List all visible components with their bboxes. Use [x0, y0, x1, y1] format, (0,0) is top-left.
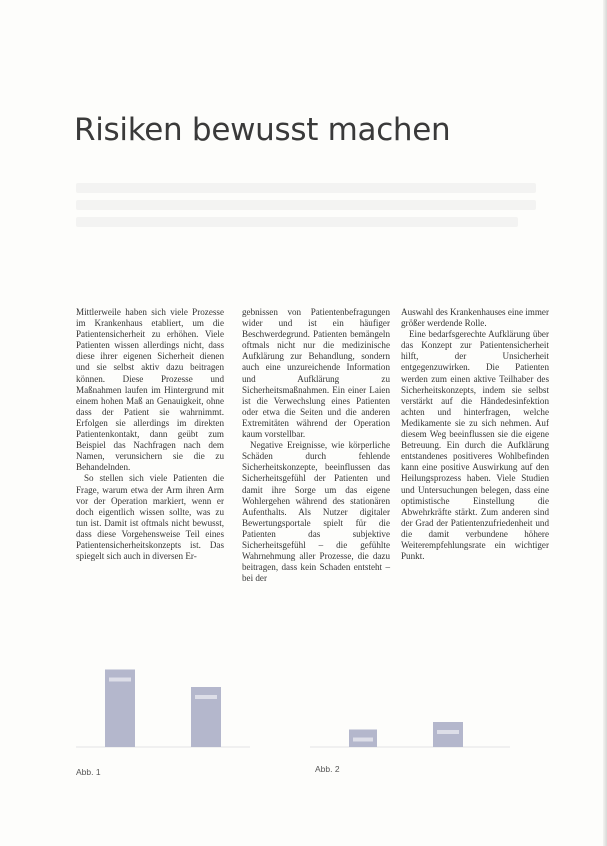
chart-bar-label-mark — [195, 695, 217, 699]
page-edge-shadow — [603, 0, 607, 846]
chart-bar-label-mark — [109, 678, 131, 682]
paragraph: So stellen sich viele Patienten die Frage, warum etwa der Arm ihren Arm vor der Operation markiert, wenn er doch eigentlich wissen sollte, was zu tun ist. Damit ist oftmals nicht bewusst, dass diese Vorgehensweise Teil eines Patientensicherheitskonzepts ist. Das spiegelt sich auch in diversen Er- — [76, 473, 224, 562]
paragraph: Mittlerweile haben sich viele Prozesse im Krankenhaus etabliert, um die Patientensicherheit zu erhöhen. Viele Patienten wissen allerdings nicht, dass diese ihrer eigenen Sicherheit dienen und sie selbst aktiv dazu beitragen können. Diese Prozesse und Maßnahmen laufen im Hintergrund mit einem hohen Maß an Genauigkeit, ohne dass der Patient sie wahrnimmt. Erfolgen sie allerdings im direkten Patientenkontakt, dann geübt zum Beispiel das Nachfragen nach dem Namen, verunsichern sie die zu Behandelnden. — [76, 307, 224, 473]
text-column-1 — [76, 307, 224, 562]
chart-bar — [433, 722, 463, 747]
lead-line — [76, 183, 536, 193]
bar-chart-1 — [76, 610, 250, 760]
bar-chart-2 — [310, 610, 510, 760]
chart-bar-label-mark — [353, 738, 373, 742]
text-column-3 — [401, 307, 549, 562]
article-title: Risiken bewusst machen — [74, 112, 451, 148]
lead-line — [76, 217, 518, 227]
paragraph: Negative Ereignisse, wie körperliche Schäden durch fehlende Sicherheitskonzepte, beeinflussen das Sicherheitsgefühl der Patienten und damit ihre Sorge um das eigene Wohlergehen während des stationären Aufenthalts. Als Nutzer digitaler Bewertungsportale spielt für die Patienten das subjektive Sicherheitsgefühl – die gefühlte Wahrnehmung aller Prozesse, die dazu beitragen, dass kein Schaden entsteht – bei der — [242, 440, 390, 584]
article-lead-faded — [76, 183, 536, 234]
figure-1-caption: Abb. 1 — [76, 767, 101, 777]
figure-2-caption: Abb. 2 — [315, 764, 340, 774]
lead-line — [76, 200, 536, 210]
chart-bar-label-mark — [437, 730, 459, 734]
paragraph: Auswahl des Krankenhauses eine immer größer werdende Rolle. — [401, 307, 549, 329]
paragraph: gebnissen von Patientenbefragungen wider und ist ein häufiger Beschwerdegrund. Patienten bemängeln oftmals nicht nur die medizinische Aufklärung zur Behandlung, sondern auch eine unzureichende Information und Aufklärung zu Sicherheitsmaßnahmen. Ein einer Laien ist die Verwechslung eines Patienten oder etwa die Seiten und die anderen Extremitäten während der Operation kaum vorstellbar. — [242, 307, 390, 440]
text-column-2 — [242, 307, 390, 584]
paragraph: Eine bedarfsgerechte Aufklärung über das Konzept zur Patientensicherheit hilft, der Unsicherheit entgegenzuwirken. Die Patienten werden zum einen aktive Teilhaber des Sicherheitskonzepts, indem sie selbst verstärkt auf die Händedesinfektion achten und hinterfragen, welche Medikamente sie zu sich nehmen. Auf diesem Weg beeinflussen sie die eigene Betreuung. Ein durch die Aufklärung entstandenes positiveres Wohlbefinden kann eine positive Auswirkung auf den Heilungsprozess haben. Viele Studien und Untersuchungen belegen, dass eine optimistische Einstellung die Abwehrkräfte stärkt. Zum anderen sind der Grad der Patientenzufriedenheit und die damit verbundene höhere Weiterempfehlungsrate ein wichtiger Punkt. — [401, 329, 549, 562]
